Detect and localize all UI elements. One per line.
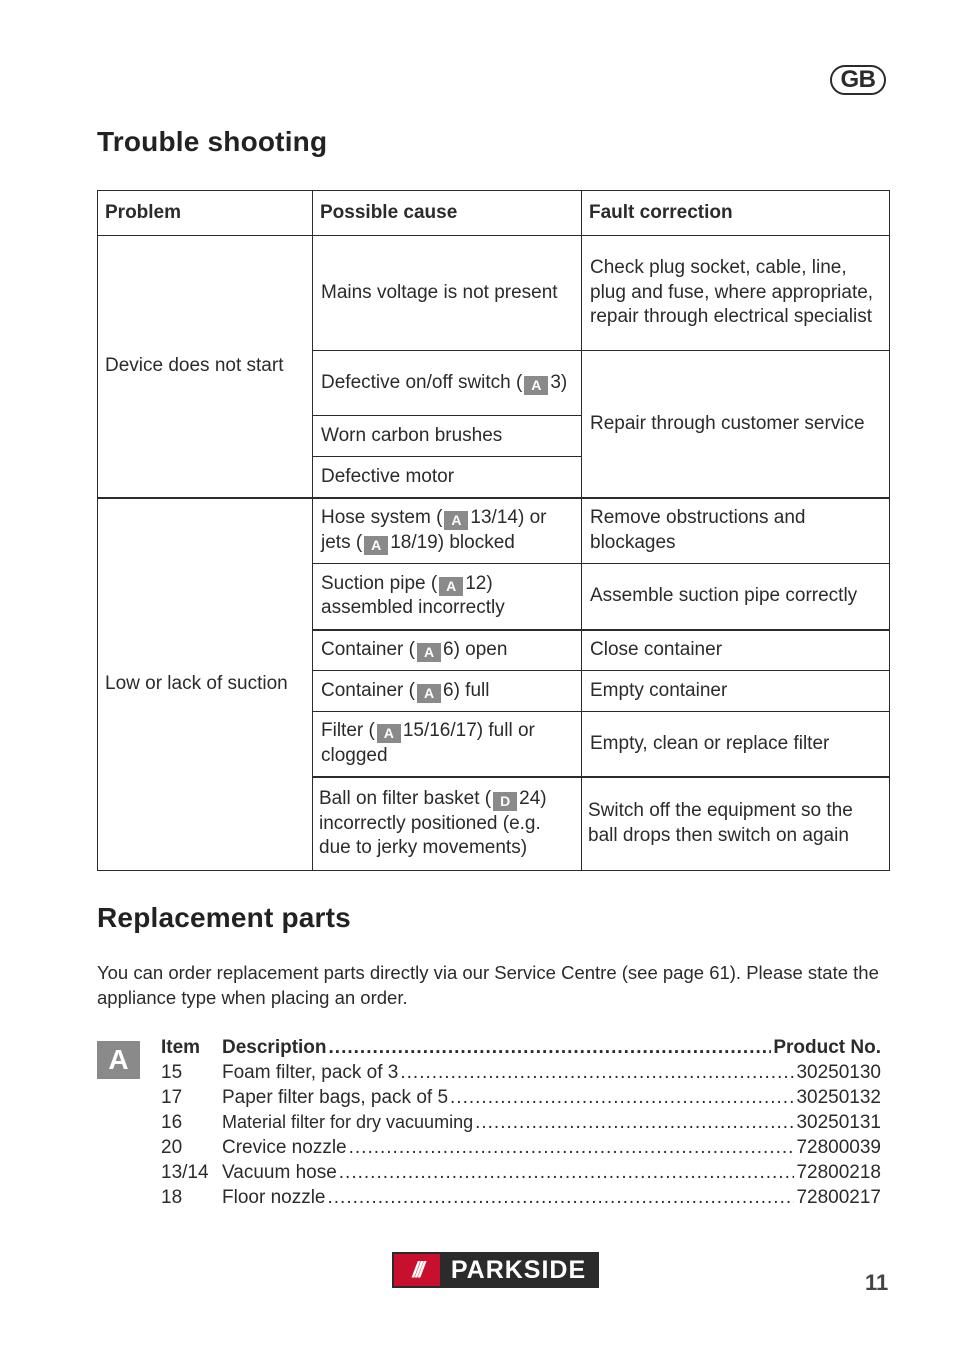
description-header: Description: [222, 1037, 327, 1058]
language-badge: GB: [830, 65, 886, 95]
figure-ref-badge: D: [493, 792, 517, 811]
table-row: [98, 236, 890, 351]
table-row: [98, 498, 890, 564]
cause-cell: Defective on/off switch ( A 3): [313, 351, 582, 416]
page-number: 11: [865, 1270, 889, 1295]
figure-ref-badge: A: [444, 511, 468, 530]
figure-ref-badge: A: [417, 684, 441, 703]
problem-cell: Low or lack of suction: [98, 498, 313, 871]
product-no-header: Product No.: [773, 1037, 881, 1058]
list-item: 17 Paper filter bags, pack of 5 ..... 30250132: [161, 1085, 881, 1110]
figure-ref-badge: A: [377, 724, 401, 743]
correction-cell: Switch off the equipment so the ball drops then switch on again: [582, 777, 890, 871]
logo-text: PARKSIDE: [450, 1255, 587, 1284]
cause-cell: Ball on filter basket ( D 24) incorrectly positioned (e.g. due to jerky movements): [313, 777, 582, 871]
cause-cell: Suction pipe ( A 12) assembled incorrectly: [313, 564, 582, 630]
header-possible-cause: Possible cause: [313, 191, 582, 236]
troubleshooting-table: [97, 190, 890, 871]
header-problem: Problem: [98, 191, 313, 236]
cause-cell: Filter ( A 15/16/17) full or clogged: [313, 712, 582, 777]
item-header: Item: [161, 1037, 201, 1058]
problem-cell: Device does not start: [98, 236, 313, 498]
correction-cell: Empty container: [582, 671, 890, 712]
figure-ref-badge: A: [524, 376, 548, 395]
cause-cell: Container ( A 6) full: [313, 671, 582, 712]
figure-ref-badge: A: [364, 536, 388, 555]
parkside-logo: [392, 1252, 599, 1288]
replacement-parts-title: Replacement parts: [97, 902, 351, 933]
list-item: 16 Material filter for dry vacuuming ..... 30250131: [161, 1110, 881, 1135]
parts-list: [161, 1035, 881, 1210]
figure-ref-badge: A: [97, 1041, 140, 1079]
correction-cell: Assemble suction pipe correctly: [582, 564, 890, 630]
correction-cell: Empty, clean or replace filter: [582, 712, 890, 777]
cause-cell: Mains voltage is not present: [313, 236, 582, 351]
correction-cell: Check plug socket, cable, line, plug and fuse, where appropriate, repair through electrical specialist: [582, 236, 890, 351]
list-item: 13/14 Vacuum hose ..... 72800218: [161, 1160, 881, 1185]
correction-cell: Repair through customer service: [582, 351, 890, 498]
correction-cell: Close container: [582, 630, 890, 671]
list-item: 18 Floor nozzle ..... 72800217: [161, 1185, 881, 1210]
logo-stripes-icon: ///: [394, 1254, 440, 1286]
cause-cell: Hose system ( A 13/14) or jets ( A 18/19) blocked: [313, 498, 582, 564]
table-header-row: [98, 191, 890, 236]
figure-ref-badge: A: [417, 643, 441, 662]
header-fault-correction: Fault correction: [582, 191, 890, 236]
cause-cell: Worn carbon brushes: [313, 416, 582, 457]
figure-ref-badge: A: [439, 577, 463, 596]
cause-cell: Container ( A 6) open: [313, 630, 582, 671]
replacement-intro-text: You can order replacement parts directly via our Service Centre (see page 61). Please state the appliance type when placing an order.: [97, 962, 879, 1008]
cause-cell: Defective motor: [313, 457, 582, 498]
parts-list-header: [161, 1035, 881, 1060]
troubleshooting-title: Trouble shooting: [97, 126, 328, 157]
list-item: 20 Crevice nozzle ..... 72800039: [161, 1135, 881, 1160]
list-item: 15 Foam filter, pack of 3 ..... 30250130: [161, 1060, 881, 1085]
correction-cell: Remove obstructions and blockages: [582, 498, 890, 564]
